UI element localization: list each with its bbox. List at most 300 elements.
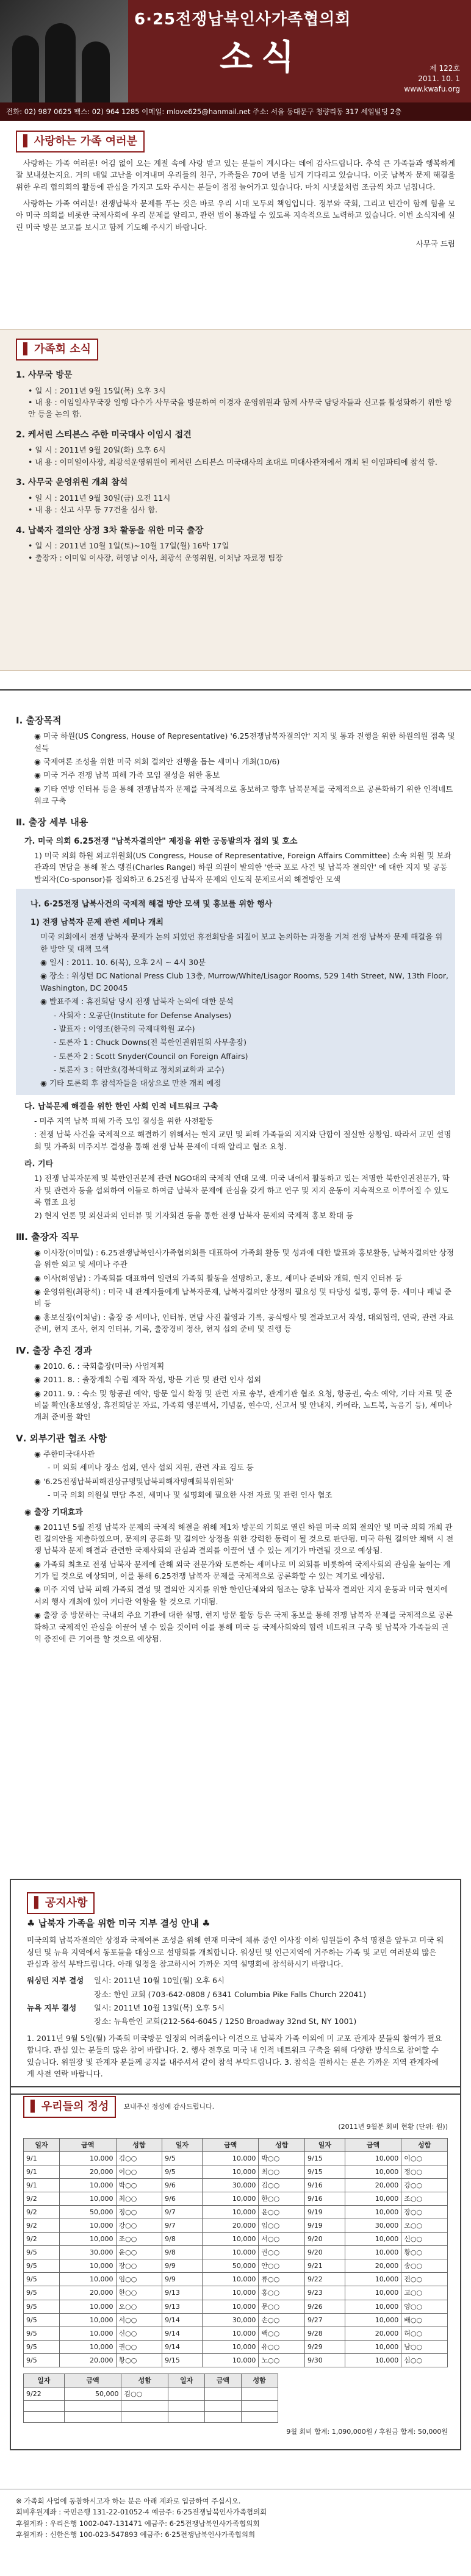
report-line: - 사회자 : 오공단(Institute for Defense Analyses) xyxy=(54,1010,232,1020)
table-cell: 9/19 xyxy=(305,2206,345,2219)
table-cell: 윤○○ xyxy=(116,2246,162,2259)
table-cell: 백○○ xyxy=(259,2327,305,2340)
dues-row xyxy=(24,2233,448,2246)
table-cell: 9/27 xyxy=(305,2313,345,2327)
table-cell: 한○○ xyxy=(116,2286,162,2300)
table-cell: 9/15 xyxy=(305,2151,345,2165)
report-line: ◉ 발표주제 : 휴전회담 당시 전쟁 납북자 논의에 대한 분석 xyxy=(40,997,234,1006)
report-line: ◉ 주한미국대사관 xyxy=(34,1449,95,1458)
dues-row xyxy=(24,2246,448,2259)
footer-line: 회비후원계좌 : 국민은행 131-22-01052-4 예금주: 6·25전쟁납북인사가족협의회 xyxy=(16,2508,267,2517)
table-cell: 9/5 xyxy=(24,2313,60,2327)
table-cell: 9/20 xyxy=(305,2233,345,2246)
table-header-cell: 성함 xyxy=(116,2138,162,2151)
dues-row xyxy=(24,2300,448,2313)
table-cell xyxy=(204,2400,241,2411)
table-cell: 9/5 xyxy=(24,2273,60,2286)
table-cell: 9/1 xyxy=(24,2151,60,2165)
bullet-icon: ▌ xyxy=(31,2100,39,2113)
table-cell: 10,000 xyxy=(345,2300,401,2313)
table-cell: 9/5 xyxy=(24,2353,60,2367)
report-heading: Ⅴ. 외부기관 협조 사항 xyxy=(16,1432,107,1444)
schedule-value: 장소: 뉴욕한인 교회(212-564-6045 / 1250 Broadway 32nd St, NY 1001) xyxy=(94,2017,357,2026)
table-cell: 임○○ xyxy=(259,2219,305,2233)
table-cell: 김○○ xyxy=(121,2387,168,2400)
table-cell: 심○○ xyxy=(401,2353,448,2367)
bullet-icon: ▌ xyxy=(23,135,32,148)
report-line: 1) 미국 의회 하원 외교위원회(US Congress, House of Representative, Foreign Affairs Committee) 소속 의원 및 보좌관과의 면담을 통해 찰스 랭걸(Charles Rangel) 하원 의원이 발의한 '한국 포로 사건 및 납북자 결의안' 에 대한 지지 및 공동 발의자(Co-sponsor)를 접외하고 6.25전쟁 납북자 문제의 인도적 문제로서의 해결방안 모색 xyxy=(34,850,451,884)
report-line: ◉ 홍보실장(이처남) : 출장 중 세미나, 인터뷰, 면담 사진 촬영과 기록, 공식행사 및 결과보고서 작성, 대외협력, 연락, 관련 자료 준비, 현지 조사, 현지 인터뷰, 기록, 출장경비 정산, 현지 섭외 준비 및 진행 등 xyxy=(34,1312,454,1334)
gift-table xyxy=(23,2373,278,2423)
donation-section xyxy=(0,2086,471,2450)
table-cell xyxy=(24,2411,65,2422)
table-cell: 이○○ xyxy=(116,2165,162,2179)
table-cell: 황○○ xyxy=(116,2353,162,2367)
table-header-cell: 성함 xyxy=(241,2373,278,2387)
table-cell: 장○○ xyxy=(116,2259,162,2273)
report-heading: Ⅳ. 출장 추진 경과 xyxy=(16,1344,92,1356)
table-cell: 10,000 xyxy=(345,2340,401,2353)
dues-row xyxy=(24,2353,448,2367)
table-cell: 9/15 xyxy=(305,2165,345,2179)
table-cell: 한○○ xyxy=(259,2192,305,2206)
table-cell: 최○○ xyxy=(259,2165,305,2179)
table-cell: 9/21 xyxy=(305,2259,345,2273)
gift-row xyxy=(24,2387,278,2400)
table-cell xyxy=(64,2411,121,2422)
report-line: 2) 현지 언론 및 외신과의 인터뷰 및 기자회견 등을 통한 전쟁 납북자 문제의 국제적 홍보 확대 등 xyxy=(34,1211,354,1221)
table-header-cell: 성함 xyxy=(401,2138,448,2151)
schedule-label: 워싱턴 지부 결성 xyxy=(27,1976,84,1986)
report-line: ◉ 2011. 8. : 출장계획 수립 제작 작성, 방문 기관 및 관련 인사 섭외 xyxy=(34,1375,262,1385)
table-cell: 유○○ xyxy=(259,2340,305,2353)
report-line: ◉ 이사(허영남) : 가족회를 대표하여 일련의 가족회 활동을 설명하고, 홍보, 세미나 준비와 개회, 현지 인터뷰 등 xyxy=(34,1273,403,1283)
issue-date: 2011. 10. 1 xyxy=(418,74,460,83)
table-cell: 서○○ xyxy=(116,2313,162,2327)
table-cell xyxy=(241,2400,278,2411)
report-subheading: 다. 납북문제 해결을 위한 한인 사회 인적 네트워크 구축 xyxy=(24,1102,218,1111)
issue-meta xyxy=(404,63,460,94)
table-cell xyxy=(168,2411,205,2422)
report-heading: Ⅱ. 출장 세부 내용 xyxy=(16,816,88,828)
table-cell: 양○○ xyxy=(401,2300,448,2313)
table-cell: 50,000 xyxy=(64,2387,121,2400)
table-cell: 10,000 xyxy=(345,2206,401,2219)
table-cell: 9/19 xyxy=(305,2219,345,2233)
news-item-line: • 일 시 : 2011년 9월 20일(화) 오후 6시 xyxy=(28,445,166,455)
table-cell: 9/14 xyxy=(162,2340,203,2353)
table-cell: 9/6 xyxy=(162,2179,203,2192)
table-cell: 최○○ xyxy=(116,2192,162,2206)
table-cell: 10,000 xyxy=(59,2313,116,2327)
report-line: ◉ 2010. 6. : 국회출장(미국) 사업계획 xyxy=(34,1361,165,1371)
notice-schedule xyxy=(27,1975,444,2028)
dues-row xyxy=(24,2192,448,2206)
table-cell xyxy=(241,2411,278,2422)
report-subheading: 라. 기타 xyxy=(24,1160,54,1169)
site-url[interactable]: www.kwafu.org xyxy=(404,84,460,93)
table-cell: 10,000 xyxy=(59,2259,116,2273)
news-item-line: • 일 시 : 2011년 9월 15일(목) 오후 3시 xyxy=(28,386,166,395)
table-cell: 20,000 xyxy=(59,2165,116,2179)
table-cell: 조○○ xyxy=(116,2233,162,2246)
table-cell: 10,000 xyxy=(202,2233,259,2246)
report-subheading: 가. 미국 의회 6.25전쟁 "납북자결의안" 제정을 위한 공동발의자 접외 및 호소 xyxy=(24,836,298,846)
table-cell: 20,000 xyxy=(202,2219,259,2233)
table-cell: 10,000 xyxy=(202,2340,259,2353)
bullet-icon: ▌ xyxy=(34,1896,43,1909)
donation-summary: 9월 회비 합계: 1,090,000원 / 후원금 합계: 50,000원 xyxy=(286,2427,448,2436)
table-cell: 9/5 xyxy=(162,2151,203,2165)
table-cell: 배○○ xyxy=(401,2313,448,2327)
report-line: ◉ 일시 : 2011. 10. 6(목), 오후 2시 ~ 4시 30분 xyxy=(40,958,206,967)
table-cell: 고○○ xyxy=(401,2286,448,2300)
report-line: ◉ 이사장(이미일) : 6.25전쟁납북인사가족협의회를 대표하여 가족회 활동 및 성과에 대한 발표와 홍보활동, 납북자결의안 상정을 위한 외교 및 세미나 주관 xyxy=(34,1247,454,1269)
table-cell: 30,000 xyxy=(202,2179,259,2192)
report-line: : 전쟁 납북 사건을 국제적으로 해결하기 위해서는 현지 교민 및 피해 가족들의 지지와 단합이 절실한 상황임. 따라서 교민 설명회 및 가족회 미주지부 결성을 통해 전쟁 납북 문제에 대해 알리고 협조 요청. xyxy=(34,1130,451,1151)
table-cell: 홍○○ xyxy=(259,2286,305,2300)
table-cell: 9/2 xyxy=(24,2219,60,2233)
table-cell: 송○○ xyxy=(401,2259,448,2273)
gift-row xyxy=(24,2411,278,2422)
table-cell: 30,000 xyxy=(202,2313,259,2327)
table-cell: 9/1 xyxy=(24,2165,60,2179)
table-cell: 10,000 xyxy=(202,2286,259,2300)
report-line: - 토론자 1 : Chuck Downs(전 북한인권위원회 사무총장) xyxy=(54,1038,246,1047)
table-cell: 9/22 xyxy=(24,2387,65,2400)
report-line: ◉ 미국 거주 전쟁 납북 피해 가족 모임 결성을 위한 홍보 xyxy=(34,770,220,780)
table-cell: 9/26 xyxy=(305,2300,345,2313)
news-item-heading: 2. 케서린 스티븐스 주한 미국대사 이임시 접견 xyxy=(16,429,192,440)
table-cell: 임○○ xyxy=(116,2273,162,2286)
notice-section xyxy=(0,1879,471,2095)
dues-row xyxy=(24,2165,448,2179)
table-cell: 30,000 xyxy=(59,2246,116,2259)
trip-report xyxy=(0,689,471,1652)
table-cell: 20,000 xyxy=(345,2259,401,2273)
table-header-cell: 성함 xyxy=(121,2373,168,2387)
table-cell: 10,000 xyxy=(202,2206,259,2219)
report-line: 1) 전쟁 납북자문제 및 북한인권문제 관련 NGO대의 국제적 연대 모색. 미국 내에서 활동하고 있는 저명한 북한인권전문가, 학자 및 관련자 등을 섭외하여 이들로 하여금 납북자 문제에 관심을 갖게 하고 연구 및 지지 운동이 지속적으로 이루어질 수 있도록 협조 요청 xyxy=(34,1174,450,1207)
report-subheading: 1) 전쟁 납북자 문제 관련 세미나 개최 xyxy=(31,918,164,928)
table-cell: 오○○ xyxy=(401,2219,448,2233)
masthead xyxy=(0,0,471,102)
table-cell: 9/5 xyxy=(24,2327,60,2340)
family-news-title: ▌ 가족회 소식 xyxy=(16,339,98,361)
report-line: - 토론자 3 : 허만호(경북대학교 정치외교학과 교수) xyxy=(54,1065,225,1075)
table-cell: 문○○ xyxy=(259,2300,305,2313)
report-subheading: ◉ 출장 기대효과 xyxy=(24,1508,83,1518)
table-cell: 9/7 xyxy=(162,2206,203,2219)
table-cell: 9/28 xyxy=(305,2327,345,2340)
report-heading: Ⅲ. 출장자 직무 xyxy=(16,1231,79,1243)
table-cell: 9/5 xyxy=(24,2259,60,2273)
dues-row xyxy=(24,2273,448,2286)
table-cell: 박○○ xyxy=(116,2179,162,2192)
dues-row xyxy=(24,2206,448,2219)
table-cell: 전○○ xyxy=(401,2273,448,2286)
table-header-cell: 일자 xyxy=(24,2373,65,2387)
report-line: ◉ 가족회 최초로 전쟁 납북자 문제에 관해 외국 전문가와 토론하는 세미나로 미 의회를 비롯하여 국제사회의 관심을 높이는 계기가 될 것으로 예상되며, 이를 통해 6.25전쟁 납북자 문제를 국제적으로 공론화할 수 있는 계기로 예상됨. xyxy=(34,1559,451,1581)
table-cell: 10,000 xyxy=(202,2353,259,2367)
table-cell: 10,000 xyxy=(59,2179,116,2192)
table-cell: 신○○ xyxy=(401,2233,448,2246)
issue-number: 제 122호 xyxy=(430,64,460,73)
report-line: ◉ 운영위원(최광석) : 미국 내 관계자들에게 납북자문제, 납북자결의안 상정의 필요성 및 타당성 설명, 통역 등. 세미나 패널 준비 등 xyxy=(34,1287,451,1308)
dues-row xyxy=(24,2151,448,2165)
table-cell: 9/8 xyxy=(162,2246,203,2259)
table-cell: 10,000 xyxy=(345,2151,401,2165)
table-header-cell: 금액 xyxy=(204,2373,241,2387)
table-cell: 9/9 xyxy=(162,2259,203,2273)
table-cell xyxy=(204,2411,241,2422)
table-cell: 장○○ xyxy=(401,2206,448,2219)
table-cell xyxy=(121,2400,168,2411)
table-cell: 9/13 xyxy=(162,2286,203,2300)
footer-line: ※ 가족회 사업에 동참하시고자 하는 분은 아래 계좌로 입금하여 주십시오. xyxy=(16,2497,241,2505)
table-cell: 류○○ xyxy=(259,2273,305,2286)
letter-section xyxy=(0,131,471,250)
table-cell: 황○○ xyxy=(401,2246,448,2259)
dues-row xyxy=(24,2327,448,2340)
table-cell: 조○○ xyxy=(401,2192,448,2206)
report-line: ◉ 장소 : 워싱턴 DC National Press Club 13층, Murrow/White/Lisagor Rooms, 529 14th Street, NW, 13th Floor, Washington, DC 20045 xyxy=(40,971,448,992)
news-item-line: • 일 시 : 2011년 10월 1일(토)~10월 17일(월) 16박 17일 xyxy=(28,541,229,551)
table-cell: 10,000 xyxy=(59,2219,116,2233)
table-cell: 윤○○ xyxy=(259,2206,305,2219)
table-cell: 10,000 xyxy=(345,2165,401,2179)
table-cell: 50,000 xyxy=(202,2259,259,2273)
schedule-label: 뉴욕 지부 결성 xyxy=(27,2003,77,2013)
table-cell: 30,000 xyxy=(345,2219,401,2233)
table-header-cell: 일자 xyxy=(305,2138,345,2151)
news-item-line: • 출장자 : 이미일 이사장, 허영남 이사, 최광석 운영위원, 이처남 자료정 팀장 xyxy=(28,553,283,562)
table-cell: 9/5 xyxy=(24,2340,60,2353)
table-cell: 9/16 xyxy=(305,2179,345,2192)
table-cell: 9/8 xyxy=(162,2233,203,2246)
news-item-heading: 1. 사무국 방문 xyxy=(16,370,73,380)
table-cell: 9/20 xyxy=(305,2246,345,2259)
table-cell: 20,000 xyxy=(345,2327,401,2340)
table-cell: 10,000 xyxy=(202,2273,259,2286)
family-news-section xyxy=(0,329,471,671)
donation-subtitle: 보내주신 정성에 감사드립니다. xyxy=(123,2103,215,2111)
table-cell: 9/9 xyxy=(162,2273,203,2286)
schedule-value: 일시: 2011년 10월 13일(목) 오후 5시 xyxy=(94,2003,225,2013)
contact-bar: 전화: 02) 987 0625 팩스: 02) 964 1285 이메일: mlove625@hanmail.net 주소: 서울 동대문구 청량리동 317 세일빌딩 2층 xyxy=(0,102,471,121)
report-line: ◉ 국제여론 조성을 위한 미국 의회 결의안 진행을 돕는 세미나 개최(10/6) xyxy=(34,757,280,766)
table-cell: 10,000 xyxy=(59,2327,116,2340)
table-cell: 서○○ xyxy=(259,2233,305,2246)
table-cell xyxy=(64,2400,121,2411)
table-cell: 9/14 xyxy=(162,2327,203,2340)
report-line: ◉ 미국 하원(US Congress, House of Representative) '6.25전쟁납북자결의안' 지지 및 통과 진행을 위한 하원의원 접촉 및 설득 xyxy=(34,731,455,753)
table-cell: 이○○ xyxy=(401,2151,448,2165)
table-cell: 9/7 xyxy=(162,2219,203,2233)
dues-row xyxy=(24,2286,448,2300)
dues-row xyxy=(24,2179,448,2192)
table-cell: 10,000 xyxy=(345,2273,401,2286)
table-cell: 권○○ xyxy=(259,2246,305,2259)
notice-heading: ♣ 납북자 가족을 위한 미국 지부 결성 안내 ♣ xyxy=(27,1917,210,1929)
table-header-cell: 금액 xyxy=(59,2138,116,2151)
table-cell: 9/5 xyxy=(162,2165,203,2179)
letter-signature: 사무국 드림 xyxy=(415,239,455,249)
report-line: - 미주 지역 납북 피해 가족 모임 결성을 위한 사전활동 xyxy=(34,1116,214,1125)
table-cell: 9/1 xyxy=(24,2179,60,2192)
table-cell: 10,000 xyxy=(59,2192,116,2206)
report-line: - 미 의회 세미나 장소 섭외, 연사 섭외 지원, 관련 자료 검토 등 xyxy=(48,1463,254,1473)
bullet-icon: ▌ xyxy=(23,343,32,356)
dues-row xyxy=(24,2340,448,2353)
table-cell: 10,000 xyxy=(345,2313,401,2327)
dues-table xyxy=(23,2138,448,2367)
event-box xyxy=(16,889,455,1095)
letter-title: ▌ 사랑하는 가족 여러분 xyxy=(16,131,145,152)
table-cell: 10,000 xyxy=(59,2273,116,2286)
table-cell: 9/5 xyxy=(24,2246,60,2259)
table-cell xyxy=(241,2387,278,2400)
table-cell xyxy=(168,2387,205,2400)
table-cell: 김○○ xyxy=(116,2151,162,2165)
table-header-cell: 일자 xyxy=(162,2138,203,2151)
table-cell: 20,000 xyxy=(59,2286,116,2300)
notice-title: ▌ 공지사항 xyxy=(27,1892,95,1914)
donation-period: (2011년 9월분 회비 현황 (단위: 원)) xyxy=(338,2122,448,2131)
news-item-line: • 내 용 : 이임일사무국장 일행 다수가 사무국을 방문하여 이경자 운영위원과 함께 사무국 담당자들과 신고를 활성화하기 위한 방안 등을 논의 함. xyxy=(28,397,452,419)
schedule-label xyxy=(27,1989,94,2000)
news-item-line: • 내 용 : 이미일이사장, 최광석운영위원이 케서린 스티븐스 미국대사의 초대로 미대사관저에서 개최 된 이임파티에 참석 함. xyxy=(28,457,437,467)
table-cell: 50,000 xyxy=(59,2206,116,2219)
table-cell: 10,000 xyxy=(59,2340,116,2353)
table-cell: 9/2 xyxy=(24,2192,60,2206)
table-cell: 10,000 xyxy=(59,2300,116,2313)
table-cell xyxy=(204,2387,241,2400)
table-cell: 정○○ xyxy=(116,2206,162,2219)
report-line: ◉ 미주 지역 납북 피해 가족회 결성 및 결의안 지지를 위한 한인단체와의 협조는 향후 납북자 결의안 지지 운동과 미국 현지에서의 행사 개최에 있어 커다란 역할을 할 것으로 기대됨. xyxy=(34,1585,448,1606)
newsletter-title: 소식 xyxy=(220,38,303,77)
table-cell: 안○○ xyxy=(259,2259,305,2273)
table-cell: 김○○ xyxy=(259,2179,305,2192)
news-item-line: • 일 시 : 2011년 9월 30일(금) 오전 11시 xyxy=(28,493,171,503)
table-cell: 10,000 xyxy=(202,2151,259,2165)
table-cell: 9/14 xyxy=(162,2313,203,2327)
table-cell: 9/2 xyxy=(24,2206,60,2219)
table-cell: 10,000 xyxy=(202,2246,259,2259)
table-cell: 10,000 xyxy=(345,2233,401,2246)
donation-title: ▌ 우리들의 정성 xyxy=(23,2096,116,2118)
table-cell: 20,000 xyxy=(345,2179,401,2192)
schedule-value: 장소: 한인 교회 (703-642-0808 / 6341 Columbia Pike Falls Church 22041) xyxy=(94,1989,367,1999)
table-cell: 10,000 xyxy=(59,2233,116,2246)
table-cell: 권○○ xyxy=(116,2340,162,2353)
table-cell: 10,000 xyxy=(59,2151,116,2165)
table-cell: 10,000 xyxy=(202,2300,259,2313)
table-cell: 10,000 xyxy=(202,2165,259,2179)
report-line: ◉ 기타 연방 인터뷰 등을 통해 전쟁납북자 문제를 국제적으로 홍보하고 향후 납북문제를 국제적으로 공론화하기 위한 인적네트워크 구축 xyxy=(34,784,453,806)
table-cell: 오○○ xyxy=(116,2300,162,2313)
schedule-value: 일시: 2011년 10월 10일(월) 오후 6시 xyxy=(94,1976,225,1986)
footer-notes xyxy=(0,2489,471,2547)
table-cell: 정○○ xyxy=(401,2165,448,2179)
table-cell: 9/23 xyxy=(305,2286,345,2300)
table-cell: 9/16 xyxy=(305,2192,345,2206)
donation-box xyxy=(10,2086,461,2450)
letter-para: 사랑하는 가족 여러분! 어김 없이 오는 계절 속에 사랑 받고 있는 분들이 계시다는 데에 감사드립니다. 추석 큰 가족들과 행복하게 잘 보내셨는지요. 거의 매일 고난을 이겨내며 우리들의 친구, 가족들은 70여 년을 넘게 기다리고 있습니다. 이곳 납북자 문제 해결을 위한 우리 협의회의 활동에 관심을 가지고 도와 주시는 분들이 점점 늘어가고 있습니다. 마치 시냇물처럼 조금씩 차고 넘칩니다. xyxy=(16,158,455,192)
table-cell: 9/29 xyxy=(305,2340,345,2353)
report-line: ◉ '6.25전쟁납북피해진상규명및납북피해자명예회복위원회' xyxy=(34,1476,234,1486)
news-item-line: • 내 용 : 신고 사무 등 77건을 심사 함. xyxy=(28,505,158,515)
table-cell: 10,000 xyxy=(202,2192,259,2206)
table-cell: 9/30 xyxy=(305,2353,345,2367)
table-cell: 10,000 xyxy=(345,2246,401,2259)
report-line: ◉ 2011년 5월 전쟁 납북자 문제의 국제적 해결을 위해 제1차 방문의 기회로 열린 하원 미국 의회 결의안 및 미국 의회 개최 관련 결의안을 제출하였으며, 문제의 공론화 및 결의안 상정을 위한 강력한 동력이 될 것으로 판단됨. 미국 하원 결의안 채택 시 전쟁 납북자 문제 해결과 관련한 국제사회의 관심과 결의를 이끌어 낼 수 있는 계기가 마련될 것으로 예상됨. xyxy=(34,1522,454,1555)
table-header-cell: 금액 xyxy=(64,2373,121,2387)
table-cell: 10,000 xyxy=(345,2192,401,2206)
table-cell: 허○○ xyxy=(401,2327,448,2340)
org-name: 6·25전쟁납북인사가족협의회 xyxy=(134,10,351,29)
table-cell: 9/2 xyxy=(24,2233,60,2246)
news-item-heading: 3. 사무국 운영위원 개최 참석 xyxy=(16,478,128,488)
footer-line: 후원계좌 : 신한은행 100-023-547893 예금주: 6·25전쟁납북인사가족협의회 xyxy=(16,2530,256,2539)
table-header-cell: 금액 xyxy=(202,2138,259,2151)
table-header-cell: 일자 xyxy=(168,2373,205,2387)
table-header-cell: 일자 xyxy=(24,2138,60,2151)
table-cell: 10,000 xyxy=(202,2327,259,2340)
table-cell: 손○○ xyxy=(259,2313,305,2327)
table-cell: 9/6 xyxy=(162,2192,203,2206)
table-cell: 10,000 xyxy=(345,2286,401,2300)
table-header-cell: 금액 xyxy=(345,2138,401,2151)
footer-line: 후원계좌 : 우리은행 1002-047-131471 예금주: 6·25전쟁납북인사가족협의회 xyxy=(16,2519,260,2528)
report-line: ◉ 2011. 9. : 숙소 및 항공권 예약, 방문 일시 확정 및 관련 자료 송부, 관계기관 협조 요청, 항공권, 숙소 예약, 기타 자료 및 준비물 확인(홍보영상, 휴전회담문 자료, 가족회 영문백서, 기념품, 현수막, 신고서 및 안내지, 카메라, 노트북, 녹음기 등), 세미나 개최 준비물 확인 xyxy=(34,1388,453,1422)
table-cell: 20,000 xyxy=(59,2353,116,2367)
notice-body: 미국의회 납북자결의안 상정과 국제여론 조성을 위해 현재 미국에 체류 중인 이사장 이하 임원들이 추석 명절을 앞두고 미국 워싱턴 및 뉴욕 지역에서 동포들을 대상으로 설명회를 개최합니다. 워싱턴 및 인근지역에 거주하는 가족 및 교민 여러분의 많은 관심과 참석 부탁드립니다. 아래 일정을 참고하시어 가까운 지역 설명회에 참석하시기 바랍니다. xyxy=(27,1936,444,1968)
report-line: ◉ 기타 토론회 후 참석자들을 대상으로 만찬 개최 예정 xyxy=(40,1078,221,1088)
table-cell: 10,000 xyxy=(345,2353,401,2367)
table-cell: 강○○ xyxy=(401,2179,448,2192)
report-heading: Ⅰ. 출장목적 xyxy=(16,715,62,726)
report-line: - 미국 의회 의원실 면담 추진, 세미나 및 설명회에 필요한 사전 자료 및 관련 인사 협조 xyxy=(48,1490,333,1500)
gift-row xyxy=(24,2400,278,2411)
dues-row xyxy=(24,2313,448,2327)
donation-title-row xyxy=(23,2096,448,2118)
schedule-label xyxy=(27,2015,94,2027)
table-cell: 9/15 xyxy=(162,2353,203,2367)
table-cell xyxy=(24,2400,65,2411)
notice-box xyxy=(10,1879,461,2095)
table-cell: 박○○ xyxy=(259,2151,305,2165)
table-cell: 9/5 xyxy=(24,2286,60,2300)
dues-row xyxy=(24,2259,448,2273)
table-cell xyxy=(121,2411,168,2422)
news-item-heading: 4. 납북자 결의안 상정 3차 활동을 위한 미국 출장 xyxy=(16,525,204,536)
table-cell: 9/13 xyxy=(162,2300,203,2313)
report-subheading: 나. 6·25전쟁 납북사건의 국제적 해결 방안 모색 및 홍보를 위한 행사 xyxy=(31,900,273,909)
table-cell xyxy=(168,2400,205,2411)
table-cell: 신○○ xyxy=(116,2327,162,2340)
header-photo xyxy=(0,0,128,102)
notice-extra: 1. 2011년 9월 5일(월) 가족회 미국방문 일정의 어려움이나 이견으로 납북자 가족 이외에 미 교포 관계자 분들의 참여가 필요 합니다. 관심 있는 분들의 많은 참여 바랍니다. 2. 행사 전후로 미국 내 인적 네트워크 구축을 위해 다양한 방식으로 참여할 수 있습니다. 위원장 및 관계자 분들께 공지를 내주셔서 같이 참석 부탁드립니다. 3. 참석을 원하시는 분은 가까운 지역 관계자에게 사전 연락 바랍니다. xyxy=(27,2033,442,2078)
report-line: 미국 의회에서 전쟁 납북자 문제가 논의 되었던 휴전회담을 되짚어 보고 논의하는 과정을 거쳐 전쟁 납북자 문제 해결을 위한 방안 및 대책 모색 xyxy=(40,932,443,953)
dues-row xyxy=(24,2219,448,2233)
report-line: - 발표자 : 이영조(한국의 국제대학원 교수) xyxy=(54,1024,195,1033)
table-cell: 9/22 xyxy=(305,2273,345,2286)
table-cell: 강○○ xyxy=(116,2219,162,2233)
table-cell: 노○○ xyxy=(259,2353,305,2367)
table-header-cell: 성함 xyxy=(259,2138,305,2151)
table-cell: 9/5 xyxy=(24,2300,60,2313)
